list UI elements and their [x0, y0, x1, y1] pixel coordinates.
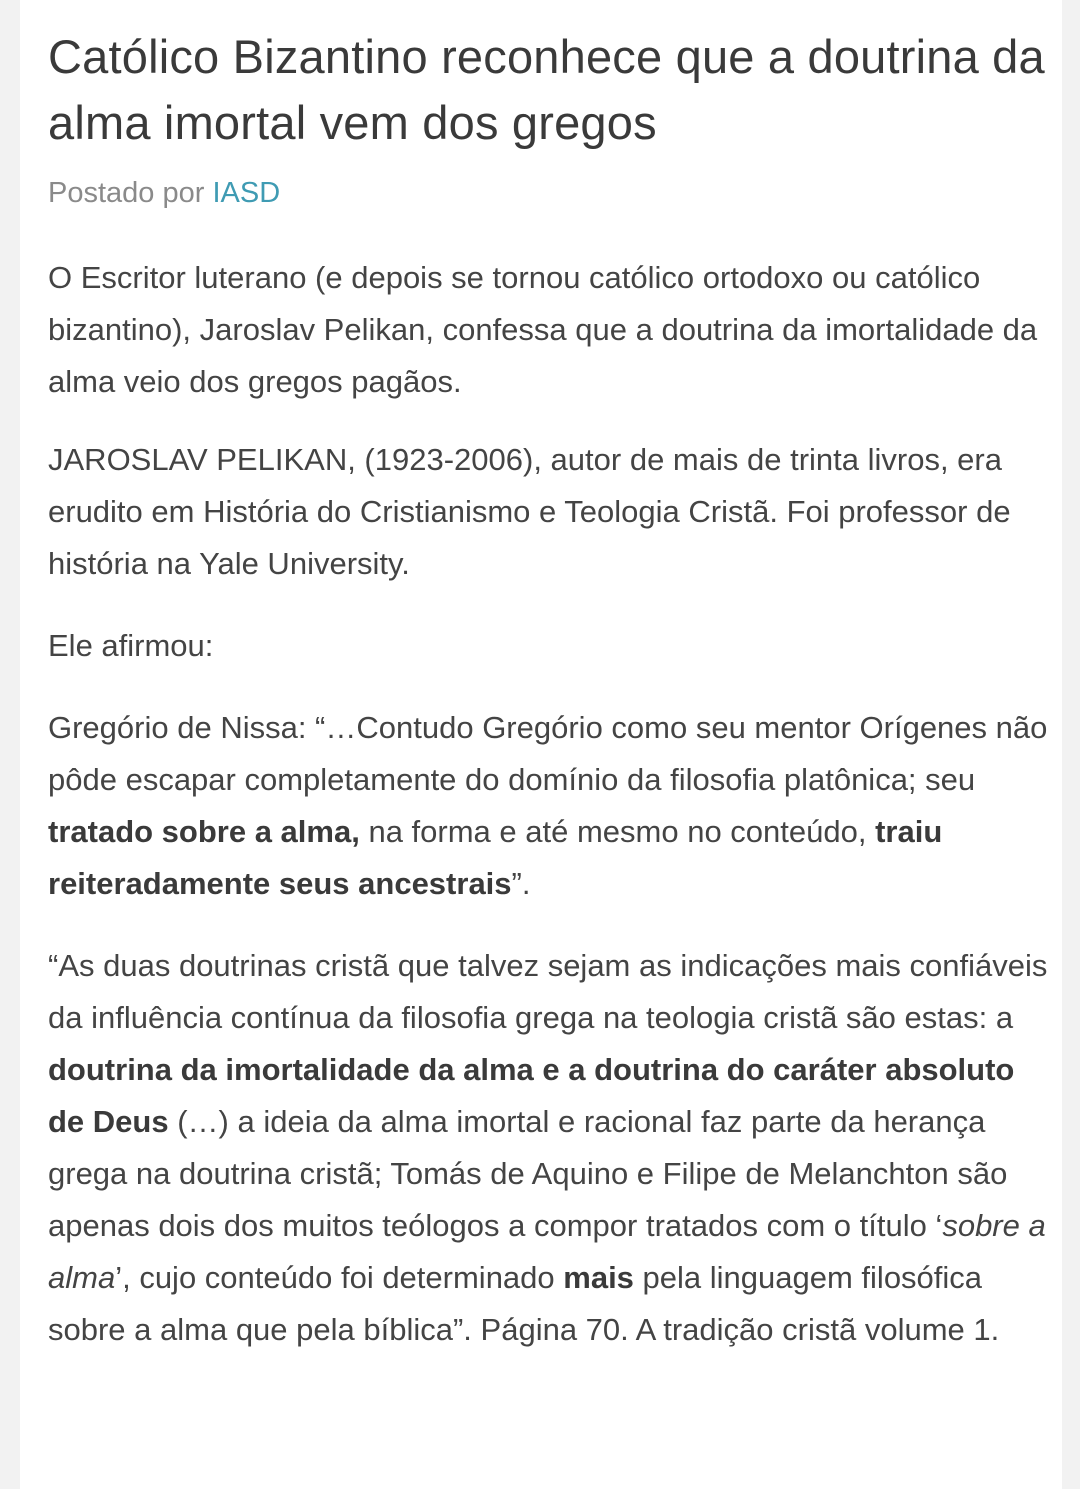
post-byline [48, 176, 1062, 210]
italic-text: sobre a alma [48, 1208, 1046, 1295]
quote-text: ”. [511, 866, 531, 901]
paragraph-pelikan-quote [48, 940, 1048, 1356]
quote-text: (…) a ideia da alma imortal e racional faz parte da herança grega na doutrina cristã; Tomás de Aquino e Filipe de Melanchton são apenas dois dos muitos teólogos a compor tratados com o título ‘ [48, 1104, 1008, 1243]
author-link[interactable]: IASD [212, 177, 281, 209]
paragraph-lead-in: Ele afirmou: [48, 628, 214, 663]
bold-text: tratado sobre a alma, [48, 814, 360, 849]
quote-text: “As duas doutrinas cristã que talvez sejam as indicações mais confiáveis da influência contínua da filosofia grega na teologia cristã são estas: a [48, 948, 1048, 1035]
article-body [48, 252, 1048, 1356]
byline-prefix: Postado por [48, 177, 205, 209]
quote-text: pela linguagem filosófica sobre a alma que pela bíblica”. Página 70. A tradição cristã volume 1. [48, 1260, 1000, 1347]
paragraph-intro: O Escritor luterano (e depois se tornou católico ortodoxo ou católico bizantino), Jaroslav Pelikan, confessa que a doutrina da imortalidade da alma veio dos gregos pagãos. [48, 260, 1038, 399]
bold-text: doutrina da imortalidade da alma e a doutrina do caráter absoluto de Deus [48, 1052, 1015, 1139]
quote-text: Gregório de Nissa: “…Contudo Gregório como seu mentor Orígenes não pôde escapar completamente do domínio da filosofia platônica; seu [48, 710, 1048, 797]
bold-text: traiu reiteradamente seus ancestrais [48, 814, 943, 901]
bold-text: mais [563, 1260, 634, 1295]
quote-text: na forma e até mesmo no conteúdo, [359, 814, 876, 849]
paragraph-biography: JAROSLAV PELIKAN, (1923-2006), autor de mais de trinta livros, era erudito em História do Cristianismo e Teologia Cristã. Foi professor de história na Yale University. [48, 442, 1011, 581]
quote-text: ’, cujo conteúdo foi determinado [115, 1260, 564, 1295]
article-title: Católico Bizantino reconhece que a doutrina da alma imortal vem dos gregos [48, 30, 1045, 149]
article-card [20, 0, 1062, 1489]
paragraph-gregory-quote [48, 702, 1048, 910]
